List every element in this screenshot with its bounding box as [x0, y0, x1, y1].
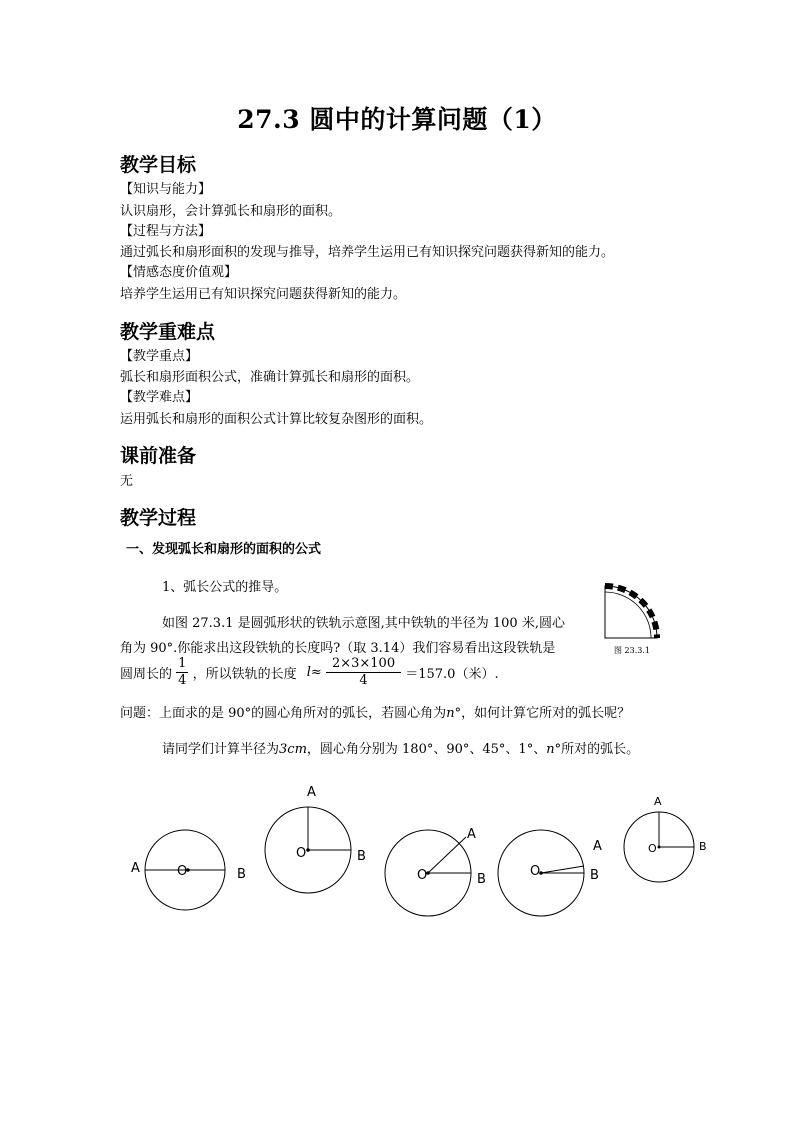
task-line: [162, 738, 639, 757]
circle-n-degree-diagram: [620, 803, 710, 893]
tag-difficulty: 【教学难点】: [120, 390, 199, 405]
task-text-c: °所对的弧长。: [554, 742, 640, 757]
line3-text-a: 圆周长的: [120, 667, 173, 682]
circle5-label-a: A: [654, 795, 662, 808]
formula-variable: l: [306, 665, 311, 680]
task-text-a: 请同学们计算半径为: [162, 742, 280, 757]
fraction-numerator: 1: [178, 656, 187, 671]
circle1-label-b: B: [237, 867, 246, 882]
text-knowledge: 认识扇形，会计算弧长和扇形的面积。: [120, 204, 342, 219]
tag-focus: 【教学重点】: [120, 349, 199, 364]
fraction-denominator: 4: [178, 673, 187, 688]
figure-caption: 图 23.3.1: [614, 646, 650, 655]
text-difficulty: 运用弧长和扇形的面积公式计算比较复杂图形的面积。: [120, 412, 433, 427]
heading-goals: 教学目标: [120, 154, 197, 176]
part-one-title: 一、发现弧长和扇形的面积的公式: [126, 542, 322, 557]
circle2-label-b: B: [357, 849, 366, 864]
circle3-label-b: B: [477, 872, 486, 887]
task-unit: 3cm: [279, 742, 307, 757]
page-title: 27.3 圆中的计算问题（1）: [237, 105, 557, 134]
circle3-label-a: A: [467, 827, 476, 842]
heading-keypoints: 教学重难点: [120, 321, 216, 343]
line3-text-b: ，所以铁轨的长度: [192, 667, 297, 682]
heading-prep: 课前准备: [120, 445, 197, 467]
paragraph-line-3: [120, 656, 499, 689]
circle4-label-b: B: [590, 868, 599, 883]
formula-fraction: [326, 656, 401, 689]
circle-1-degree-diagram: [493, 818, 603, 928]
text-focus: 弧长和扇形面积公式，准确计算弧长和扇形的面积。: [120, 370, 420, 385]
formula-approx: ≈: [310, 665, 322, 680]
railway-arc-figure: [600, 583, 670, 643]
text-prep: 无: [120, 474, 134, 489]
circle2-label-a: A: [307, 785, 316, 800]
circle2-label-o: O: [296, 846, 307, 861]
circle3-label-o: O: [417, 868, 428, 883]
circle-90-diagram: [260, 795, 370, 905]
formula-result: ＝157.0（米）.: [405, 667, 499, 682]
text-method: 通过弧长和扇形面积的发现与推导，培养学生运用已有知识探究问题获得新知的能力。: [120, 245, 615, 260]
circle4-label-o: O: [530, 864, 541, 879]
task-n: n: [546, 742, 555, 757]
task-text-b: ，圆心角分别为 180°、90°、45°、1°、: [306, 742, 547, 757]
circle5-label-o: O: [648, 842, 657, 855]
circle4-label-a: A: [593, 839, 602, 854]
text-emotion: 培养学生运用已有知识探究问题获得新知的能力。: [120, 287, 407, 302]
question-text-a: 问题：上面求的是 90°的圆心角所对的弧长，若圆心角为: [120, 706, 447, 721]
tag-method: 【过程与方法】: [120, 224, 212, 239]
fraction-one-quarter: [176, 656, 188, 689]
paragraph-line-2: 角为 90°.你能求出这段铁轨的长度吗?（取 3.14）我们容易看出这段铁轨是: [120, 641, 556, 656]
item-one: 1、弧长公式的推导。: [162, 580, 288, 595]
circle1-label-a: A: [131, 861, 140, 876]
tag-knowledge: 【知识与能力】: [120, 182, 212, 197]
circle5-label-b: B: [699, 840, 707, 853]
heading-process: 教学过程: [120, 507, 197, 529]
circle-180-diagram: [120, 810, 280, 930]
question-n: n: [446, 706, 455, 721]
formula-denominator: 4: [359, 673, 368, 688]
formula-numerator: 2×3×100: [326, 656, 401, 673]
tag-emotion: 【情感态度价值观】: [120, 265, 238, 280]
paragraph-line-1: 如图 27.3.1 是圆弧形状的铁轨示意图,其中铁轨的半径为 100 米,圆心: [162, 616, 565, 631]
question-line: [120, 702, 630, 721]
question-text-b: °，如何计算它所对的弧长呢？: [454, 706, 631, 721]
circle1-label-o: O: [177, 864, 188, 879]
